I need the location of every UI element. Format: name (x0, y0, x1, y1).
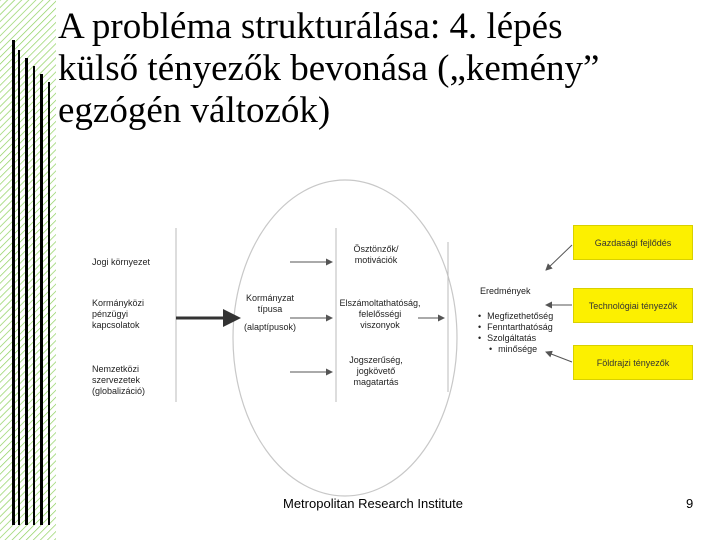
factor-label: (globalizáció) (92, 386, 146, 396)
factor-label: pénzügyi (92, 309, 129, 319)
results-item (478, 311, 553, 322)
title-line-2: külső tényezők bevonása („kemény” (58, 48, 600, 89)
incentives-line: Ösztönzők/ (353, 244, 399, 254)
government-type-line: Kormányzat (245, 293, 295, 303)
legality-line: jogkövető (356, 366, 396, 376)
results-item-label: Fenntarthatóság (487, 322, 553, 332)
technology-factors-box: Technológiai tényezők (573, 288, 693, 323)
title-line-3: egzógén változók) (58, 90, 331, 131)
page-number: 9 (686, 496, 694, 511)
factor-intergovernmental-finance (92, 298, 144, 331)
system-ellipse (233, 180, 457, 496)
factor-international-organizations (92, 364, 145, 397)
results-item (478, 322, 553, 333)
factor-label: Kormányközi (92, 298, 145, 308)
results-list (478, 311, 553, 355)
accountability-line: viszonyok (360, 320, 400, 330)
results-item-continuation (478, 344, 553, 355)
results-item (478, 333, 553, 344)
factor-legal-environment (92, 257, 150, 268)
factor-label: kapcsolatok (92, 320, 140, 330)
economic-development-box: Gazdasági fejlődés (573, 225, 693, 260)
results-item-label: Szolgáltatás (487, 333, 537, 343)
government-type-label (240, 293, 300, 333)
government-type-line: (alaptípusok) (243, 322, 297, 332)
factor-label: szervezetek (92, 375, 141, 385)
incentives-line: motivációk (354, 255, 398, 265)
legality-box (336, 355, 416, 388)
results-item-label: Megfizethetőség (487, 311, 554, 321)
arrow-from-economic (546, 245, 572, 270)
footer-institute: Metropolitan Research Institute (283, 496, 463, 511)
accountability-box (330, 298, 430, 331)
factor-label: Jogi környezet (92, 257, 151, 267)
incentives-box (336, 244, 416, 266)
legality-line: magatartás (353, 377, 399, 387)
government-type-line: típusa (257, 304, 283, 314)
results-item-label: minősége (498, 344, 538, 354)
accountability-line: Elszámoltathatóság, felelősségi (339, 298, 421, 319)
factor-label: Nemzetközi (92, 364, 140, 374)
results-title: Eredmények (480, 286, 531, 296)
geographic-factors-box: Földrajzi tényezők (573, 345, 693, 380)
legality-line: Jogszerűség, (349, 355, 403, 365)
title-line-1: A probléma strukturálása: 4. lépés (58, 6, 563, 47)
